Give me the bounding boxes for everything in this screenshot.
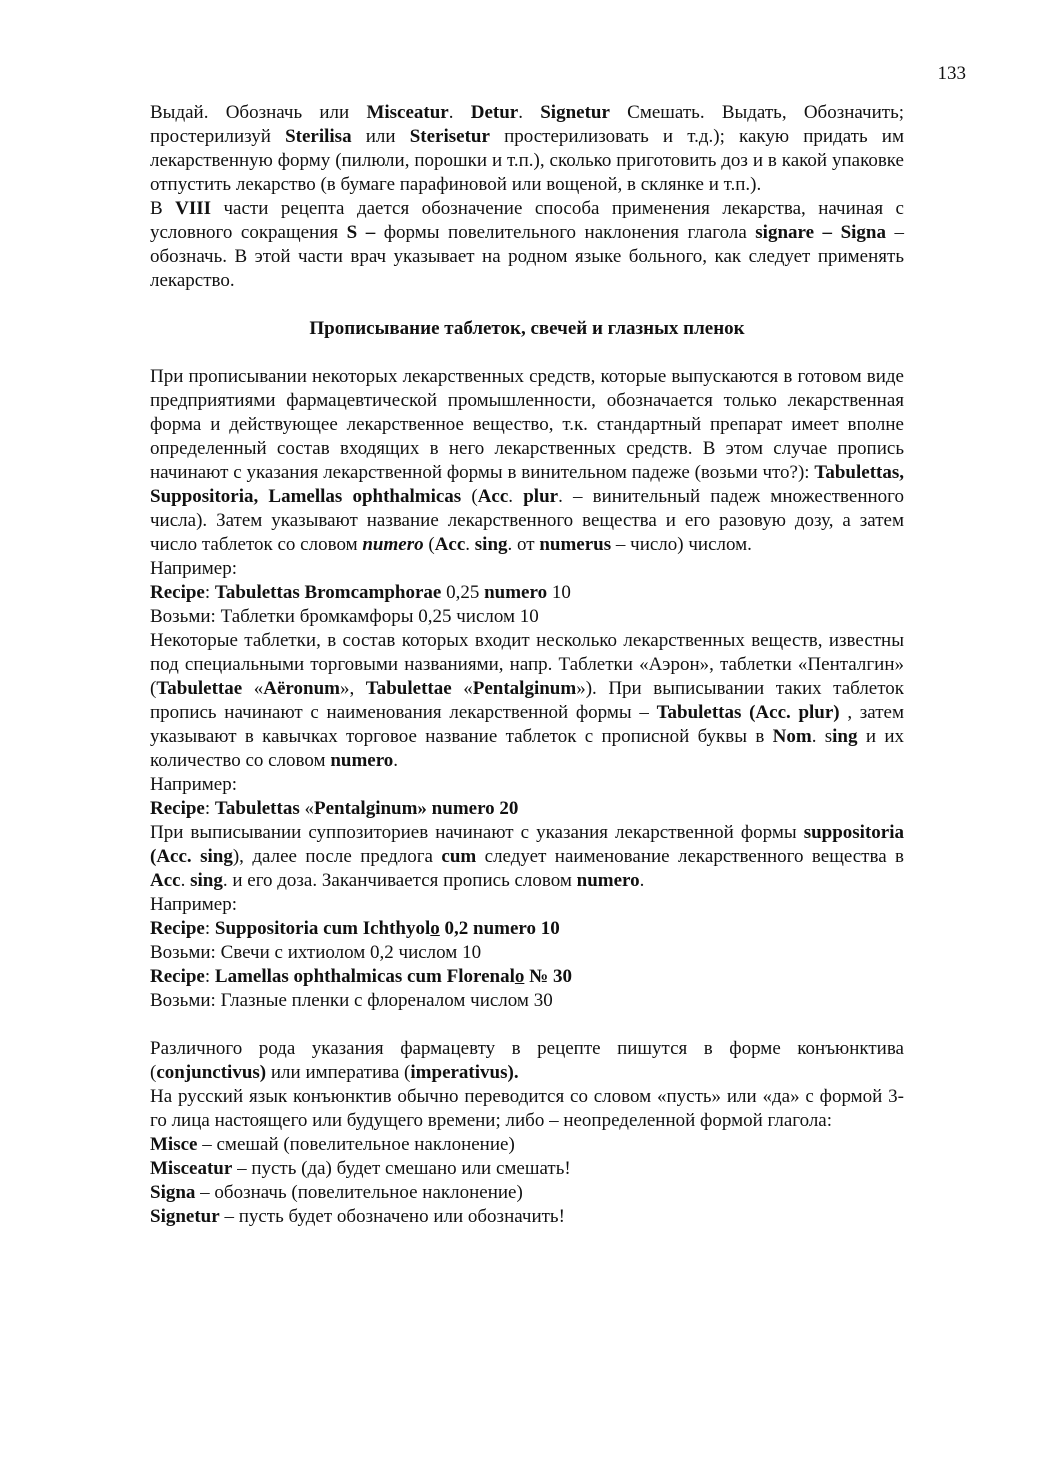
term-item — [150, 1181, 904, 1205]
emphasis-run: plur — [523, 486, 559, 507]
emphasis-run: imperativus). — [410, 1062, 519, 1083]
emphasis-run: ing — [832, 726, 858, 747]
paragraph-prescription-dispensing: Выдай. Обозначь или Misceatur. Detur. Signetur Смешать. Выдать, Обозначить; простерилизуй Sterilisa или Sterisetur простерилизовать и т.д.); какую придать им лекарственную форму (пилюли, порошки и т.п.), сколько приготовить доз и в какой упаковке отпустить лекарство (в бумаге парафиновой или вощеной, в склянке и т.п.). — [150, 102, 905, 195]
emphasis-run: Recipe — [150, 966, 205, 987]
emphasis-run: numero — [576, 870, 640, 891]
emphasis-run: S – — [346, 222, 376, 243]
emphasis-run: sing — [474, 534, 508, 555]
paragraph-trade-names: Некоторые таблетки, в состав которых входит несколько лекарственных веществ, известны под специальными торговыми названиями, напр. Таблетки «Аэрон», таблетки «Пенталгин» (Tabulettae «Aёronum», Tabulettae «Pentalginum»). При выписывании таких таблеток пропись начинают с наименования лекарственной формы – Tabulettas (Acc. plur) , затем указывают в кавычках торговое название таблеток с прописной буквы в Nom. sing и их количество со словом numero. — [150, 630, 905, 771]
section-heading: Прописывание таблеток, свечей и глазных пленок — [309, 318, 745, 339]
emphasis-run: Recipe — [150, 582, 205, 603]
paragraph-conjunctive-imperative: Различного рода указания фармацевту в рецепте пишутся в форме конъюнктива (conjunctivus) или императива (imperativus). — [150, 1038, 904, 1083]
example-translation-bromcamphora: Возьми: Таблетки бромкамфоры 0,25 числом 10 — [150, 606, 539, 627]
emphasis-run: Signetur — [540, 102, 610, 123]
term-latin: Misce — [150, 1134, 198, 1155]
emphasis-run: numero — [362, 534, 424, 555]
emphasis-run: Lamellas ophthalmicas cum Florenal — [214, 966, 515, 987]
emphasis-run: VIII — [175, 198, 212, 219]
emphasis-run: Tabulettas — [214, 798, 300, 819]
paragraph-tablets-prescribing: При прописывании некоторых лекарственных средств, которые выпускаются в готовом виде предприятиями фармацевтической промышленности, обозначается только лекарственная форма и действующее лекарственное вещество, т.к. стандартный препарат имеет вполне определенный состав входящих в него лекарственных средств. В этом случае пропись начинают с указания лекарственной формы в винительном падеже (возьми что?): Tabulettas, Suppositoria, Lamellas ophthalmicas (Acc. plur. – винительный падеж множественного числа). Затем указывают название лекарственного вещества и его разовую дозу, а затем число таблеток со словом numero (Acc. sing. от numerus – число) числом. — [150, 366, 904, 555]
emphasis-run: conjunctivus) — [156, 1062, 267, 1083]
emphasis-run: sing — [190, 870, 223, 891]
term-list — [150, 1133, 904, 1229]
page-body — [150, 101, 904, 1229]
example-translation-florenal: Возьми: Глазные пленки с флореналом числом 30 — [150, 990, 553, 1011]
emphasis-run: Acc — [434, 534, 466, 555]
emphasis-run: o — [430, 918, 440, 939]
emphasis-run: Misceatur — [366, 102, 449, 123]
emphasis-run: Acc — [477, 486, 509, 507]
term-definition: – пусть будет обозначено или обозначить! — [219, 1206, 565, 1227]
emphasis-run: Tabulettas Bromcamphorae — [214, 582, 442, 603]
emphasis-run: № 30 — [524, 966, 572, 987]
example-label: Например: — [150, 774, 237, 795]
spacer — [150, 293, 904, 317]
term-definition: – обозначь (повелительное наклонение) — [195, 1182, 523, 1203]
spacer — [150, 1013, 904, 1037]
emphasis-run: numero — [484, 582, 548, 603]
emphasis-run: Tabulettas (Acc. plur) — [656, 702, 840, 723]
emphasis-run: Recipe — [150, 798, 205, 819]
term-latin: Signetur — [150, 1206, 220, 1227]
emphasis-run: Acc — [150, 870, 181, 891]
term-latin: Signa — [150, 1182, 196, 1203]
page-number: 133 — [937, 63, 966, 84]
paragraph-suppositories: При выписывании суппозиториев начинают с указания лекарственной формы suppositoria (Acc. sing), далее после предлога cum следует наименование лекарственного вещества в Acc. sing. и его доза. Заканчивается пропись словом numero. — [150, 822, 905, 891]
emphasis-run: Suppositoria cum Ichthyol — [214, 918, 431, 939]
emphasis-run: suppositoria (Acc. sing — [150, 822, 904, 867]
example-recipe-ichthyol: Recipe: Suppositoria cum Ichthyolo 0,2 numero 10 — [150, 918, 560, 939]
emphasis-run: numero — [330, 750, 394, 771]
emphasis-run: signare – Signa — [755, 222, 886, 243]
emphasis-run: Recipe — [150, 918, 205, 939]
example-label: Например: — [150, 894, 237, 915]
emphasis-run: Pentalginum» numero 20 — [313, 798, 519, 819]
emphasis-run: Detur — [470, 102, 519, 123]
term-item — [150, 1133, 904, 1157]
emphasis-run: 0,2 numero 10 — [439, 918, 560, 939]
emphasis-run: Tabulettae — [156, 678, 243, 699]
term-definition: – смешай (повелительное наклонение) — [197, 1134, 515, 1155]
example-recipe-florenal: Recipe: Lamellas ophthalmicas cum Florenalo № 30 — [150, 966, 572, 987]
emphasis-run: Pentalginum — [472, 678, 577, 699]
example-label: Например: — [150, 558, 237, 579]
example-recipe-pentalginum: Recipe: Tabulettas «Pentalginum» numero 20 — [150, 798, 519, 819]
emphasis-run: Tabulettas, Suppositoria, Lamellas ophthalmicas — [150, 462, 904, 507]
paragraph-conjunctive-translation: На русский язык конъюнктив обычно переводится со словом «пусть» или «да» с формой 3-го лица настоящего или будущего времени; либо – неопределенной формой глагола: — [150, 1086, 904, 1131]
emphasis-run: numerus — [539, 534, 612, 555]
term-item — [150, 1205, 904, 1229]
emphasis-run: cum — [441, 846, 477, 867]
spacer — [150, 341, 904, 365]
term-latin: Misceatur — [150, 1158, 233, 1179]
example-recipe-bromcamphora: Recipe: Tabulettas Bromcamphorae 0,25 numero 10 — [150, 582, 571, 603]
emphasis-run: Nom — [772, 726, 812, 747]
emphasis-run: Tabulettae — [365, 678, 452, 699]
emphasis-run: Sterisetur — [409, 126, 490, 147]
term-item — [150, 1157, 904, 1181]
example-translation-ichthyol: Возьми: Свечи с ихтиолом 0,2 числом 10 — [150, 942, 482, 963]
emphasis-run: Sterilisa — [285, 126, 352, 147]
paragraph-signa-part: В VIII части рецепта дается обозначение способа применения лекарства, начиная с условного сокращения S – формы повелительного наклонения глагола signare – Signa –обозначь. В этой части врач указывает на родном языке больного, как следует применять лекарство. — [150, 198, 904, 291]
emphasis-run: Aёronum — [263, 678, 340, 699]
emphasis-run: o — [514, 966, 525, 987]
term-definition: – пусть (да) будет смешано или смешать! — [232, 1158, 571, 1179]
